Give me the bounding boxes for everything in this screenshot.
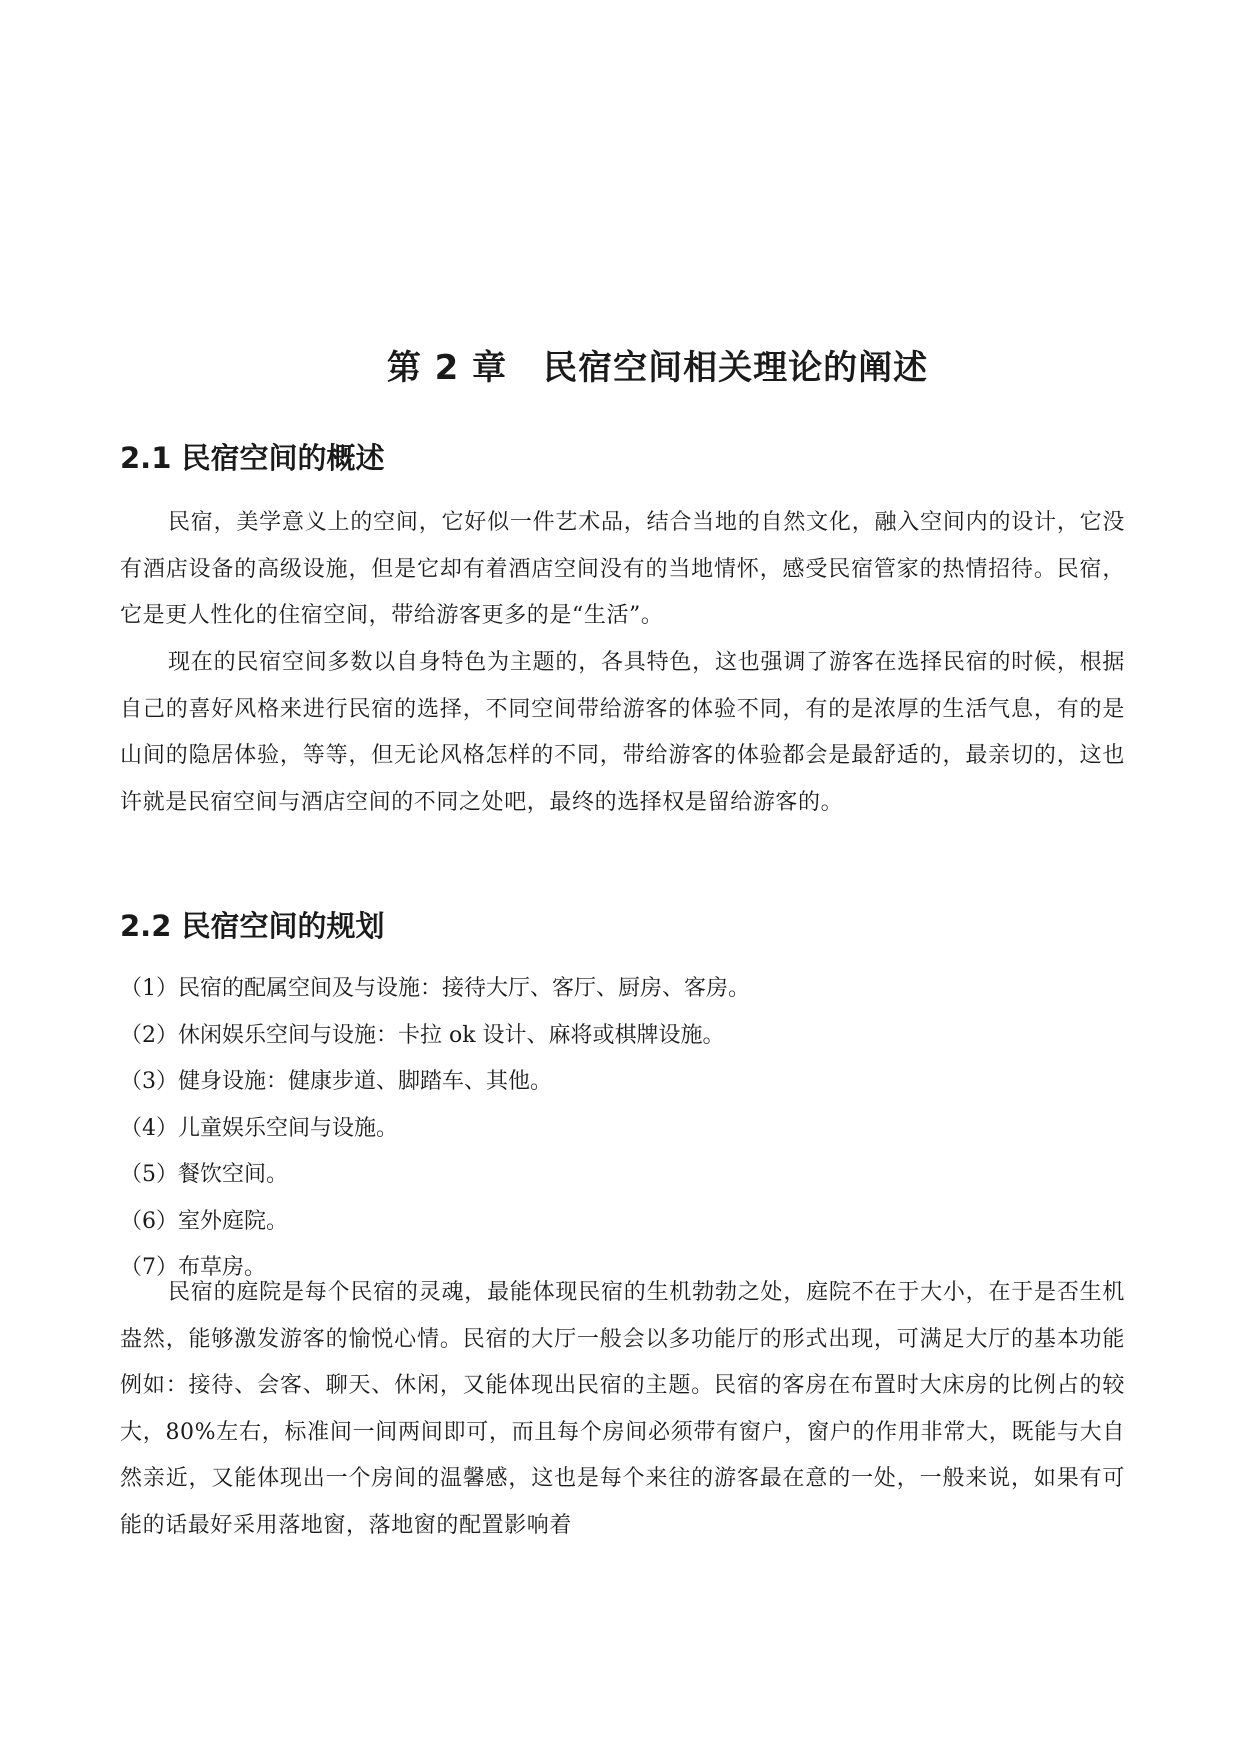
list-item: （4）儿童娱乐空间与设施。 (120, 1115, 398, 1141)
chapter-name: 民宿空间相关理论的阐述 (543, 348, 929, 388)
chapter-title (120, 344, 1125, 392)
section-2-1-paragraph-1: 民宿，美学意义上的空间，它好似一件艺术品，结合当地的自然文化，融入空间内的设计，它没有酒店设备的高级设施，但是它却有着酒店空间没有的当地情怀，感受民宿管家的热情招待。民宿，它是更人性化的住宿空间，带给游客更多的是“生活”。 (120, 510, 1125, 629)
section-2-1-paragraph-2: 现在的民宿空间多数以自身特色为主题的，各具特色，这也强调了游客在选择民宿的时候，根据自己的喜好风格来进行民宿的选择，不同空间带给游客的体验不同，有的是浓厚的生活气息，有的是山间的隐居体验，等等，但无论风格怎样的不同，带给游客的体验都会是最舒适的，最亲切的，这也许就是民宿空间与酒店空间的不同之处吧，最终的选择权是留给游客的。 (120, 650, 1125, 815)
chapter-number: 第 2 章 (386, 348, 508, 388)
list-item: （2）休闲娱乐空间与设施：卡拉 ok 设计、麻将或棋牌设施。 (120, 1022, 725, 1048)
list-item: （1）民宿的配属空间及与设施：接待大厅、客厅、厨房、客房。 (120, 976, 750, 1001)
list-item: （3）健身设施：健康步道、脚踏车、其他。 (120, 1069, 552, 1094)
planning-list (120, 966, 750, 1292)
section-heading-2-1: 2.1 民宿空间的概述 (120, 441, 385, 475)
section-heading-2-2: 2.2 民宿空间的规划 (120, 909, 385, 943)
list-item: （7）布草房。 (120, 1255, 266, 1280)
list-item: （6）室外庭院。 (120, 1208, 288, 1234)
section-2-2-paragraph: 民宿的庭院是每个民宿的灵魂，最能体现民宿的生机勃勃之处，庭院不在于大小，在于是否生机盎然，能够激发游客的愉悦心情。民宿的大厅一般会以多功能厅的形式出现，可满足大厅的基本功能例如：接待、会客、聊天、休闲，又能体现出民宿的主题。民宿的客房在布置时大床房的比例占的较大，80%左右，标准间一间两间即可，而且每个房间必须带有窗户，窗户的作用非常大，既能与大自然亲近，又能体现出一个房间的温馨感，这也是每个来往的游客最在意的一处，一般来说，如果有可能的话最好采用落地窗，落地窗的配置影响着 (120, 1280, 1125, 1538)
list-item: （5）餐饮空间。 (120, 1162, 288, 1187)
document-page (120, 0, 1125, 1754)
